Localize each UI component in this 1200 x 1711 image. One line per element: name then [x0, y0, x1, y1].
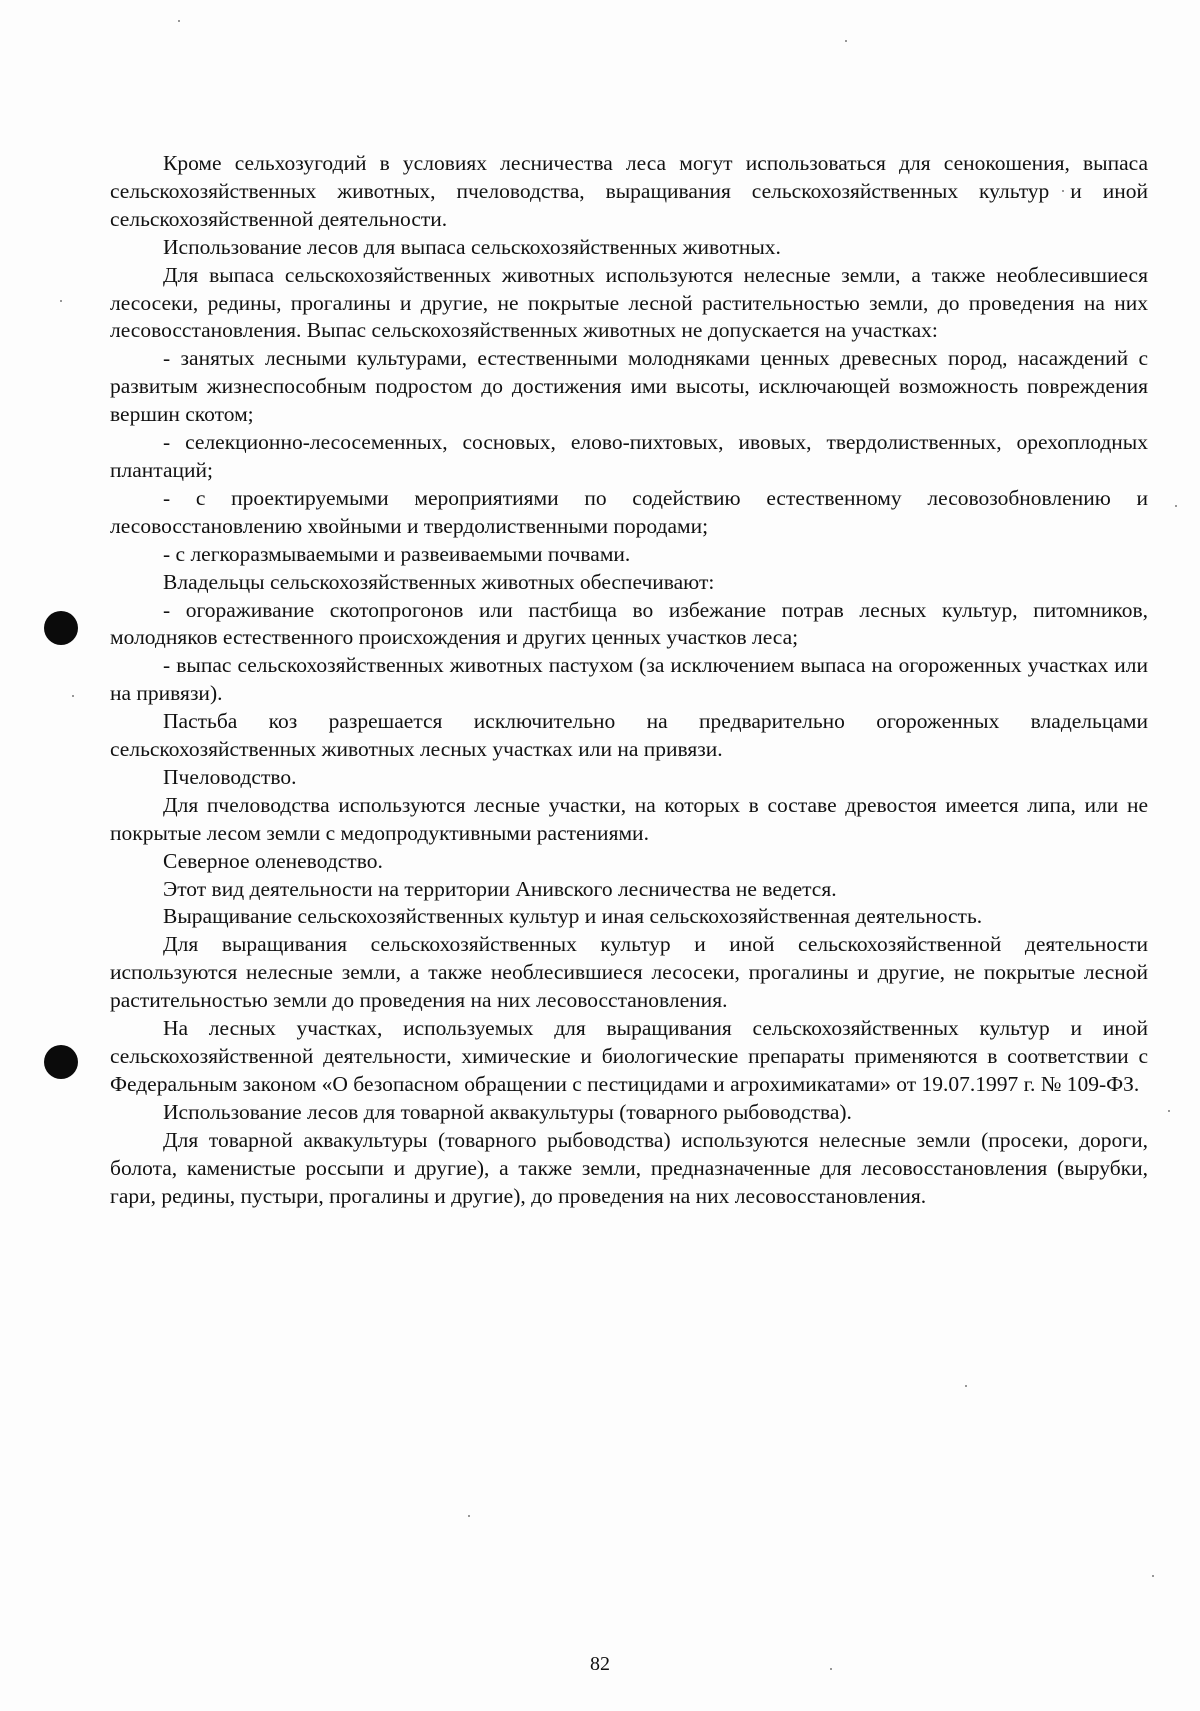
section-heading: Пчеловодство. — [163, 764, 297, 789]
scan-speck — [60, 300, 62, 302]
section-heading: Использование лесов для выпаса сельскохозяйственных животных. — [163, 234, 781, 259]
scan-speck — [965, 1385, 967, 1387]
page-number: 82 — [590, 1653, 610, 1675]
scan-speck — [72, 695, 74, 697]
paragraph: Кроме сельхозугодий в условиях лесничества леса могут использоваться для сенокошения, выпаса сельскохозяйственных животных, пчеловодства, выращивания сельскохозяйственных культур и иной сельскохозяйственной деятельности. — [110, 151, 1148, 231]
document-body — [110, 150, 1148, 1210]
scan-speck — [1168, 1110, 1170, 1112]
punch-hole-mark — [44, 1045, 78, 1079]
list-item: - огораживание скотопрогонов или пастбища во избежание потрав лесных культур, питомников, молодняков естественного происхождения и других ценных участков леса; — [110, 597, 1148, 650]
section-heading: Северное оленеводство. — [163, 848, 383, 873]
list-item: - селекционно-лесосеменных, сосновых, елово-пихтовых, ивовых, твердолиственных, орехоплодных плантаций; — [110, 430, 1148, 482]
list-item: - с легкоразмываемыми и развеиваемыми почвами. — [163, 541, 631, 566]
paragraph: Этот вид деятельности на территории Анивского лесничества не ведется. — [163, 876, 837, 901]
scan-speck — [468, 1515, 470, 1517]
scan-speck — [178, 20, 180, 22]
scan-speck — [1175, 505, 1177, 507]
list-item: - выпас сельскохозяйственных животных пастухом (за исключением выпаса на огороженных участках или на привязи). — [110, 653, 1148, 706]
punch-hole-mark — [44, 611, 78, 645]
section-heading: Выращивание сельскохозяйственных культур и иная сельскохозяйственная деятельность. — [163, 904, 983, 929]
paragraph: На лесных участках, используемых для выращивания сельскохозяйственных культур и иной сельскохозяйственной деятельности, химические и биологические препараты применяются в соответствии с Федеральным законом «О безопасном обращении с пестицидами и агрохимикатами» от 19.07.1997 г. № 109-ФЗ. — [110, 1016, 1148, 1096]
list-item: - занятых лесными культурами, естественными молодняками ценных древесных пород, насаждений с развитым жизнеспособным подростом до достижения ими высоты, исключающей возможность повреждения вершин скотом; — [110, 346, 1148, 427]
paragraph: Для выпаса сельскохозяйственных животных используются нелесные земли, а также необлесившиеся лесосеки, редины, прогалины и другие, не покрытые лесной растительностью земли, до проведения на них лесовосстановления. Выпас сельскохозяйственных животных не допускается на участках: — [110, 262, 1148, 343]
paragraph: Пастьба коз разрешается исключительно на предварительно огороженных владельцами сельскохозяйственных животных лесных участках или на привязи. — [110, 709, 1148, 762]
paragraph: Для выращивания сельскохозяйственных культур и иной сельскохозяйственной деятельности используются нелесные земли, а также необлесившиеся лесосеки, прогалины и другие, не покрытые лесной растительностью земли до проведения на них лесовосстановления. — [110, 932, 1148, 1013]
scan-speck — [845, 40, 847, 42]
list-item: - с проектируемыми мероприятиями по содействию естественному лесовозобновлению и лесовосстановлению хвойными и твердолиственными породами; — [110, 485, 1148, 538]
paragraph: Для пчеловодства используются лесные участки, на которых в составе древостоя имеется липа, или не покрытые лесом земли с медопродуктивными растениями. — [110, 792, 1148, 845]
paragraph: Для товарной аквакультуры (товарного рыбоводства) используются нелесные земли (просеки, дороги, болота, каменистые россыпи и другие), а также земли, предназначенные для лесовосстановления (вырубки, гари, редины, пустыри, прогалины и другие), до проведения на них лесовосстановления. — [110, 1127, 1148, 1208]
scan-speck — [1152, 1575, 1154, 1577]
paragraph: Владельцы сельскохозяйственных животных обеспечивают: — [163, 569, 715, 594]
section-heading: Использование лесов для товарной аквакультуры (товарного рыбоводства). — [163, 1099, 852, 1124]
